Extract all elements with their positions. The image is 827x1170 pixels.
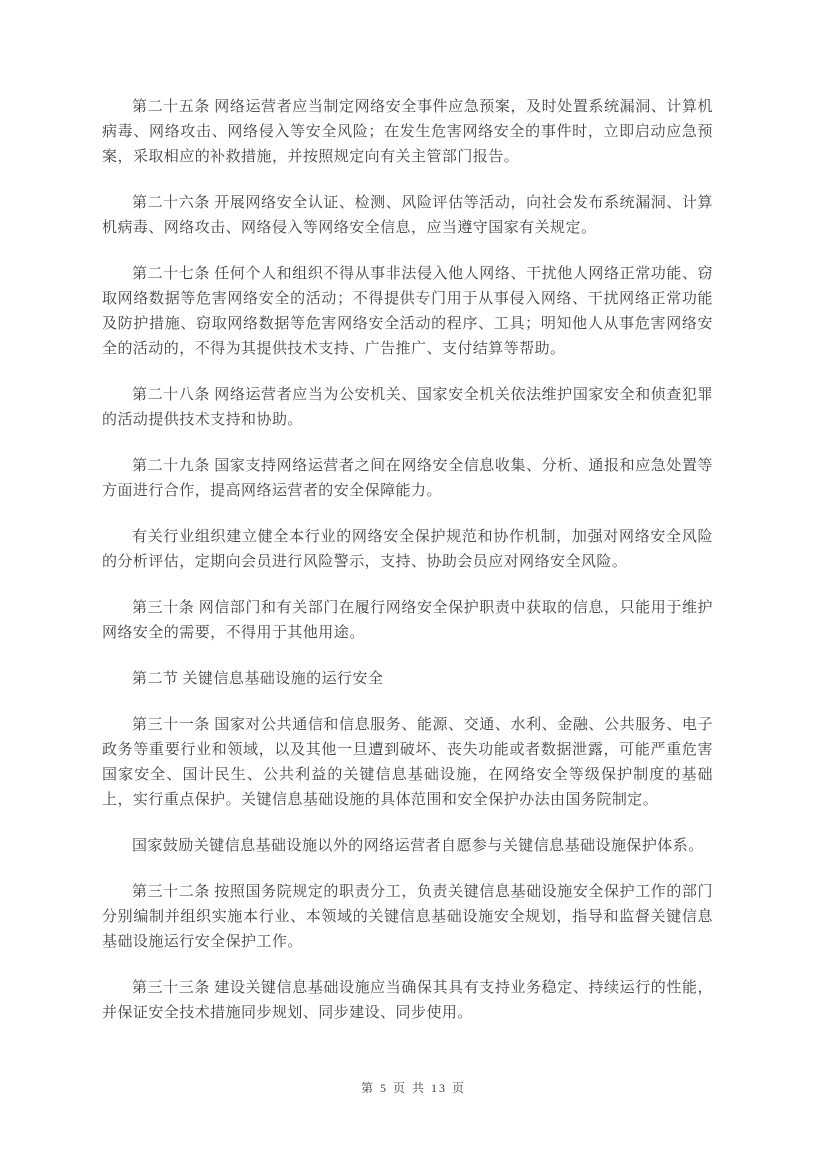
article-28-paragraph: 第二十八条 网络运营者应当为公安机关、国家安全机关依法维护国家安全和侦查犯罪的活动提供技术支持和协助。	[102, 387, 713, 428]
article-33-paragraph: 第三十三条 建设关键信息基础设施应当确保其具有支持业务稳定、持续运行的性能，并保证安全技术措施同步规划、同步建设、同步使用。	[102, 980, 713, 1021]
voluntary-participation-paragraph: 国家鼓励关键信息基础设施以外的网络运营者自愿参与关键信息基础设施保护体系。	[132, 838, 704, 854]
industry-organizations-paragraph: 有关行业组织建立健全本行业的网络安全保护规范和协作机制，加强对网络安全风险的分析评估，定期向会员进行风险警示，支持、协助会员应对网络安全风险。	[102, 529, 713, 570]
article-25-paragraph: 第二十五条 网络运营者应当制定网络安全事件应急预案，及时处置系统漏洞、计算机病毒、网络攻击、网络侵入等安全风险；在发生危害网络安全的事件时，立即启动应急预案，采取相应的补救措施，并按照规定向有关主管部门报告。	[102, 99, 713, 165]
article-32-paragraph: 第三十二条 按照国务院规定的职责分工，负责关键信息基础设施安全保护工作的部门分别编制并组织实施本行业、本领域的关键信息基础设施安全规划，指导和监督关键信息基础设施运行安全保护工作。	[102, 884, 713, 950]
article-31-paragraph: 第三十一条 国家对公共通信和信息服务、能源、交通、水利、金融、公共服务、电子政务等重要行业和领域，以及其他一旦遭到破坏、丧失功能或者数据泄露，可能严重危害国家安全、国计民生、公共利益的关键信息基础设施，在网络安全等级保护制度的基础上，实行重点保护。关键信息基础设施的具体范围和安全保护办法由国务院制定。	[102, 717, 713, 808]
page-number-footer: 第 5 页 共 13 页	[360, 1081, 466, 1095]
document-body	[102, 95, 713, 1047]
article-29-paragraph: 第二十九条 国家支持网络运营者之间在网络安全信息收集、分析、通报和应急处置等方面进行合作，提高网络运营者的安全保障能力。	[102, 458, 713, 499]
section-2-heading: 第二节 关键信息基础设施的运行安全	[132, 671, 384, 687]
article-26-paragraph: 第二十六条 开展网络安全认证、检测、风险评估等活动，向社会发布系统漏洞、计算机病毒、网络攻击、网络侵入等网络安全信息，应当遵守国家有关规定。	[102, 195, 713, 236]
article-27-paragraph: 第二十七条 任何个人和组织不得从事非法侵入他人网络、干扰他人网络正常功能、窃取网络数据等危害网络安全的活动；不得提供专门用于从事侵入网络、干扰网络正常功能及防护措施、窃取网络数据等危害网络安全活动的程序、工具；明知他人从事危害网络安全的活动的，不得为其提供技术支持、广告推广、支付结算等帮助。	[102, 266, 713, 357]
article-30-paragraph: 第三十条 网信部门和有关部门在履行网络安全保护职责中获取的信息，只能用于维护网络安全的需要，不得用于其他用途。	[102, 600, 713, 641]
